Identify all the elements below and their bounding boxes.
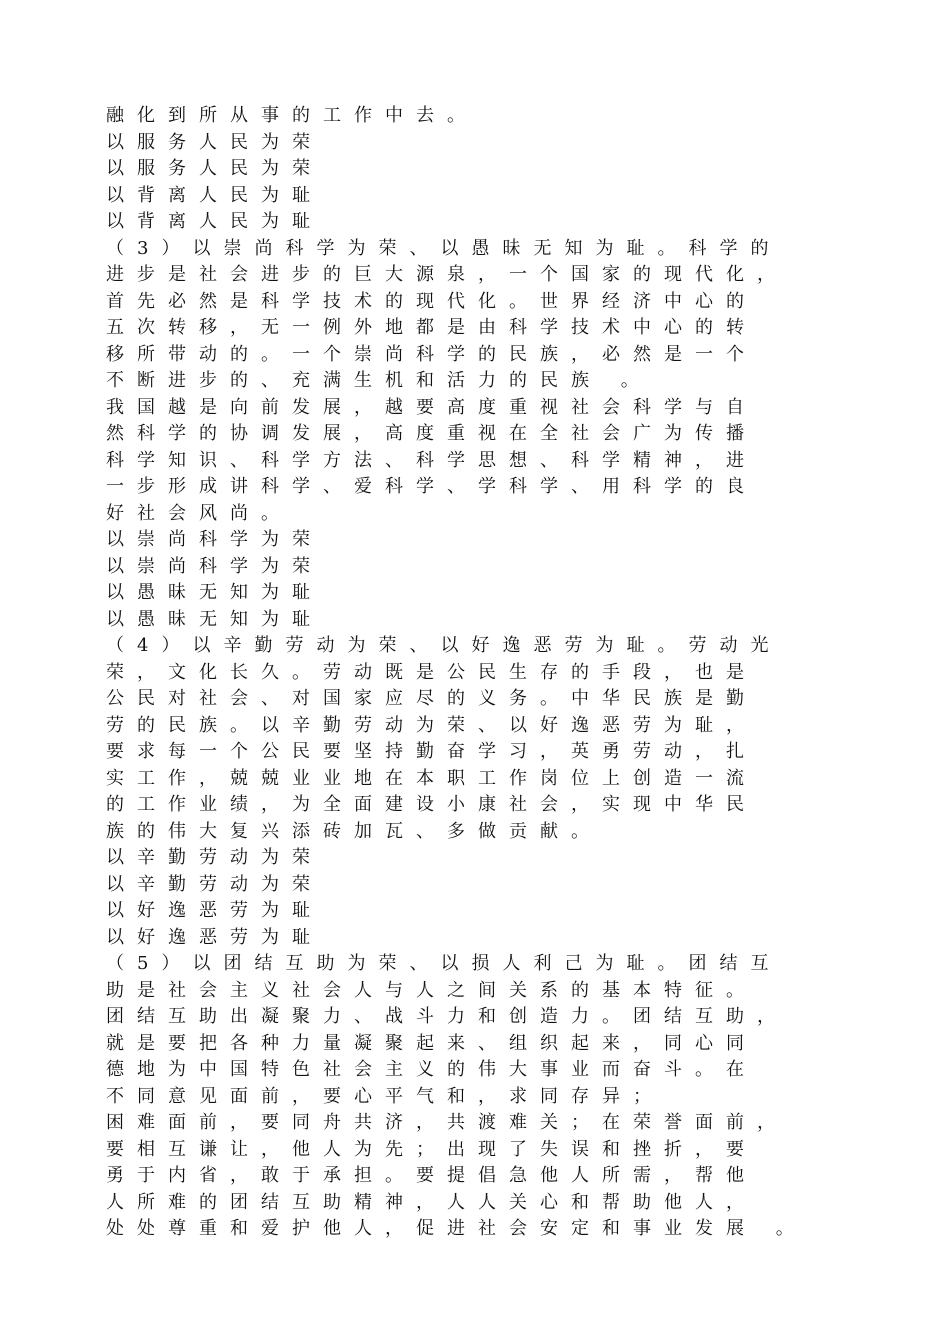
- text-line: 以辛勤劳动为荣: [106, 847, 323, 868]
- text-line: 科学知识、科学方法、科学思想、科学精神，进: [106, 449, 757, 471]
- text-line: 要求每一个公民要坚持勤奋学习，英勇劳动，扎: [106, 741, 757, 762]
- text-line: 要相互谦让，他人为先；出现了失误和挫折，要: [106, 1138, 757, 1160]
- text-line: 以背离人民为耻: [106, 184, 323, 206]
- text-line: 德地为中国特色社会主义的伟大事业而奋斗。在: [106, 1059, 757, 1080]
- text-line: （3）以崇尚科学为荣、以愚昧无知为耻。科学的: [106, 237, 782, 259]
- text-line: 以服务人民为荣: [106, 158, 323, 179]
- text-line: （5）以团结互助为荣、以损人利己为耻。团结互: [106, 953, 782, 974]
- text-line: 助是社会主义社会人与人之间关系的基本特征。: [106, 979, 757, 1001]
- text-line: 就是要把各种力量凝聚起来、组织起来，同心同: [106, 1032, 757, 1054]
- text-line: 困难面前，要同舟共济，共渡难关；在荣誉面前，: [106, 1112, 788, 1133]
- text-line: 以辛勤劳动为荣: [106, 873, 323, 895]
- text-line: 好社会风尚。: [106, 502, 292, 524]
- text-line: 实工作，兢兢业业地在本职工作岗位上创造一流: [106, 767, 757, 789]
- text-line: 以服务人民为荣: [106, 131, 323, 153]
- text-line: 公民对社会、对国家应尽的义务。中华民族是勤: [106, 688, 757, 709]
- text-line: 一步形成讲科学、爱科学、学科学、用科学的良: [106, 476, 757, 497]
- text-line: 族的伟大复兴添砖加瓦、多做贡献。: [106, 820, 602, 842]
- text-line: 团结互助出凝聚力、战斗力和创造力。团结互助，: [106, 1006, 788, 1027]
- text-line: 人所难的团结互助精神，人人关心和帮助他人，: [106, 1191, 757, 1213]
- text-line: 然科学的协调发展，高度重视在全社会广为传播: [106, 423, 757, 444]
- text-line: 不同意见面前，要心平气和，求同存异；: [106, 1085, 664, 1107]
- text-line: 我国越是向前发展，越要高度重视社会科学与自: [106, 396, 757, 418]
- text-line: 首先必然是科学技术的现代化。世界经济中心的: [106, 290, 757, 312]
- text-line: 的工作业绩，为全面建设小康社会，实现中华民: [106, 794, 757, 815]
- text-line: 荣，文化长久。劳动既是公民生存的手段，也是: [106, 661, 757, 683]
- text-line: 以崇尚科学为荣: [106, 529, 323, 550]
- text-line: 勇于内省，敢于承担。要提倡急他人所需，帮他: [106, 1165, 757, 1186]
- text-line: 以崇尚科学为荣: [106, 555, 323, 577]
- text-line: 五次转移，无一例外地都是由科学技术中心的转: [106, 317, 757, 338]
- text-line: （4）以辛勤劳动为荣、以好逸恶劳为耻。劳动光: [106, 635, 782, 656]
- text-line: 以背离人民为耻: [106, 211, 323, 232]
- text-line: 以愚昧无知为耻: [106, 608, 323, 630]
- document-body: [106, 103, 866, 1243]
- text-line: 进步是社会进步的巨大源泉，一个国家的现代化，: [106, 264, 788, 285]
- text-line: 以好逸恶劳为耻: [106, 926, 323, 948]
- text-line: 处处尊重和爱护他人，促进社会安定和事业发展 。: [106, 1218, 807, 1239]
- text-line: 移所带动的。一个崇尚科学的民族，必然是一个: [106, 343, 757, 365]
- text-line: 以好逸恶劳为耻: [106, 900, 323, 921]
- text-line: 以愚昧无知为耻: [106, 582, 323, 603]
- text-line: 融化到所从事的工作中去。: [106, 105, 478, 126]
- text-line: 劳的民族。以辛勤劳动为荣、以好逸恶劳为耻，: [106, 714, 757, 736]
- text-line: 不断进步的、充满生机和活力的民族 。: [106, 370, 652, 391]
